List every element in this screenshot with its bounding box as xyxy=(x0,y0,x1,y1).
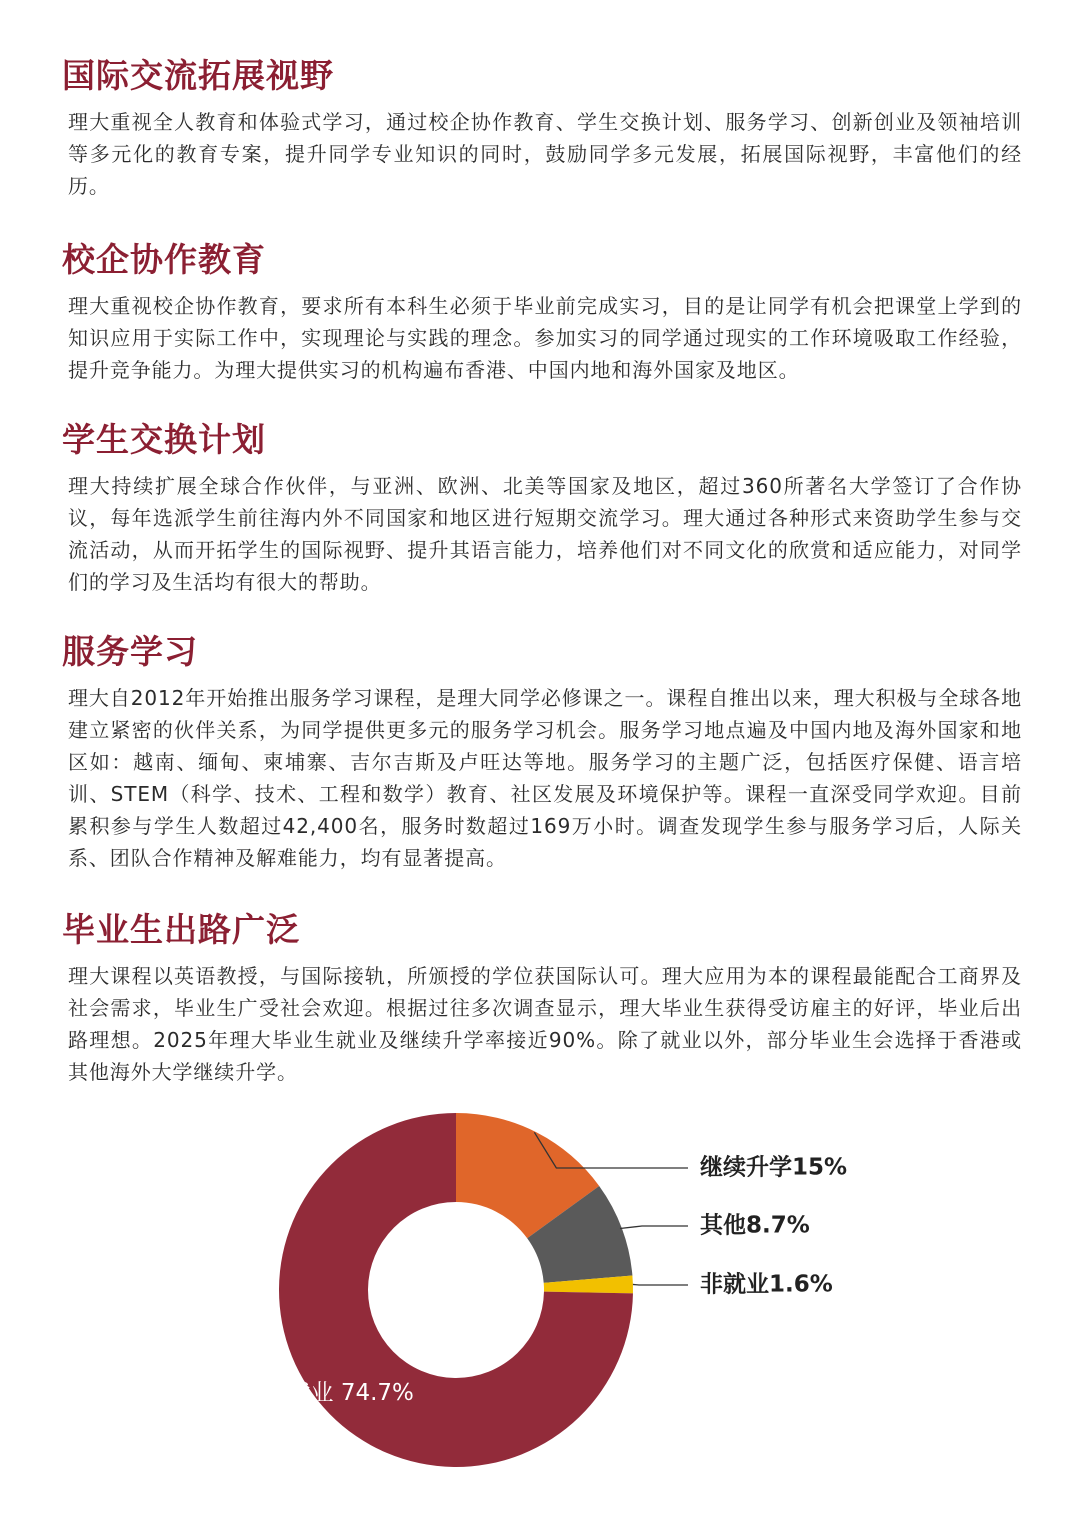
section-international-exchange xyxy=(62,56,1022,202)
section-title: 服务学习 xyxy=(62,632,198,671)
slice-label-1: 其他8.7% xyxy=(700,1212,810,1239)
section-title: 毕业生出路广泛 xyxy=(62,910,300,949)
slice-label-3: 就业 74.7% xyxy=(287,1379,414,1406)
section-title: 国际交流拓展视野 xyxy=(62,56,334,95)
section-graduate-prospects xyxy=(62,910,1022,1088)
leader-line-2 xyxy=(633,1284,688,1285)
section-body: 理大重视全人教育和体验式学习，通过校企协作教育、学生交换计划、服务学习、创新创业及领袖培训等多元化的教育专案，提升同学专业知识的同时，鼓励同学多元发展，拓展国际视野，丰富他们的经历。 xyxy=(68,110,1022,198)
section-title: 学生交换计划 xyxy=(62,420,266,459)
section-work-integrated-education xyxy=(62,240,1022,386)
graduate-destination-chart xyxy=(0,1095,1080,1515)
slice-label-0: 继续升学15% xyxy=(700,1154,848,1181)
leader-line-1 xyxy=(620,1226,688,1228)
section-title: 校企协作教育 xyxy=(62,240,266,279)
section-body: 理大自2012年开始推出服务学习课程，是理大同学必修课之一。课程自推出以来，理大积极与全球各地建立紧密的伙伴关系，为同学提供更多元的服务学习机会。服务学习地点遍及中国内地及海外国家和地区如：越南、缅甸、柬埔寨、吉尔吉斯及卢旺达等地。服务学习的主题广泛，包括医疗保健、语言培训、STEM（科学、技术、工程和数学）教育、社区发展及环境保护等。课程一直深受同学欢迎。目前累积参与学生人数超过42,400名，服务时数超过169万小时。调查发现学生参与服务学习后，人际关系、团队合作精神及解难能力，均有显著提高。 xyxy=(68,686,1022,870)
slice-label-2: 非就业1.6% xyxy=(700,1271,833,1298)
section-body: 理大课程以英语教授，与国际接轨，所颁授的学位获国际认可。理大应用为本的课程最能配合工商界及社会需求，毕业生广受社会欢迎。根据过往多次调查显示，理大毕业生获得受访雇主的好评，毕业后出路理想。2025年理大毕业生就业及继续升学率接近90%。除了就业以外，部分毕业生会选择于香港或其他海外大学继续升学。 xyxy=(68,964,1022,1084)
section-service-learning xyxy=(62,632,1022,874)
section-student-exchange xyxy=(62,420,1022,598)
donut-chart-svg xyxy=(0,1095,1080,1515)
section-body: 理大持续扩展全球合作伙伴，与亚洲、欧洲、北美等国家及地区，超过360所著名大学签订了合作协议，每年选派学生前往海内外不同国家和地区进行短期交流学习。理大通过各种形式来资助学生参与交流活动，从而开拓学生的国际视野、提升其语言能力，培养他们对不同文化的欣赏和适应能力，对同学们的学习及生活均有很大的帮助。 xyxy=(68,474,1022,594)
section-body: 理大重视校企协作教育，要求所有本科生必须于毕业前完成实习，目的是让同学有机会把课堂上学到的知识应用于实际工作中，实现理论与实践的理念。参加实习的同学通过现实的工作环境吸取工作经验，提升竞争能力。为理大提供实习的机构遍布香港、中国内地和海外国家及地区。 xyxy=(68,294,1022,382)
